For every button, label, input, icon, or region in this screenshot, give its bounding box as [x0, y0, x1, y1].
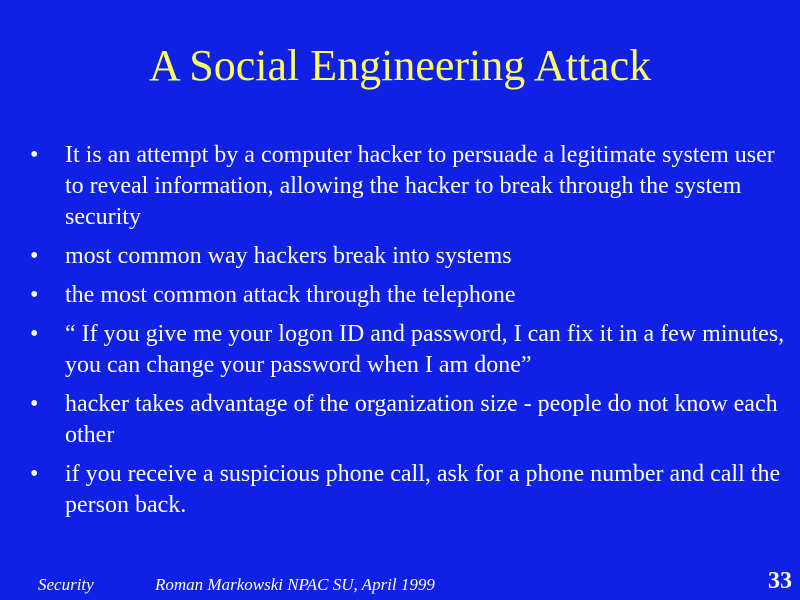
bullet-marker: • — [30, 321, 39, 347]
bullet-text: the most common attack through the telephone — [65, 282, 516, 308]
bullet-marker: • — [30, 142, 39, 168]
bullet-text: It is an attempt by a computer hacker to persuade a legitimate system user to reveal information, allowing the hacker to break through the system security — [65, 142, 775, 230]
bullet-item — [30, 241, 790, 272]
bullet-item — [30, 140, 790, 233]
bullet-item — [30, 280, 790, 311]
bullet-item — [30, 459, 790, 521]
bullet-text: most common way hackers break into systems — [65, 243, 512, 269]
bullet-marker: • — [30, 461, 39, 487]
footer-topic: Security — [38, 575, 94, 594]
footer-author-info: Roman Markowski NPAC SU, April 1999 — [155, 575, 435, 594]
bullet-marker: • — [30, 391, 39, 417]
bullet-text: if you receive a suspicious phone call, ask for a phone number and call the person back. — [65, 461, 781, 518]
bullet-marker: • — [30, 243, 39, 269]
bullet-list — [30, 140, 790, 529]
bullet-item — [30, 319, 790, 381]
bullet-marker: • — [30, 282, 39, 308]
bullet-item — [30, 389, 790, 451]
slide-title: A Social Engineering Attack — [148, 41, 652, 90]
bullet-text: hacker takes advantage of the organization size - people do not know each other — [65, 391, 778, 448]
page-number: 33 — [768, 568, 792, 594]
bullet-text: “ If you give me your logon ID and password, I can fix it in a few minutes, you can change your password when I am done” — [65, 321, 785, 378]
